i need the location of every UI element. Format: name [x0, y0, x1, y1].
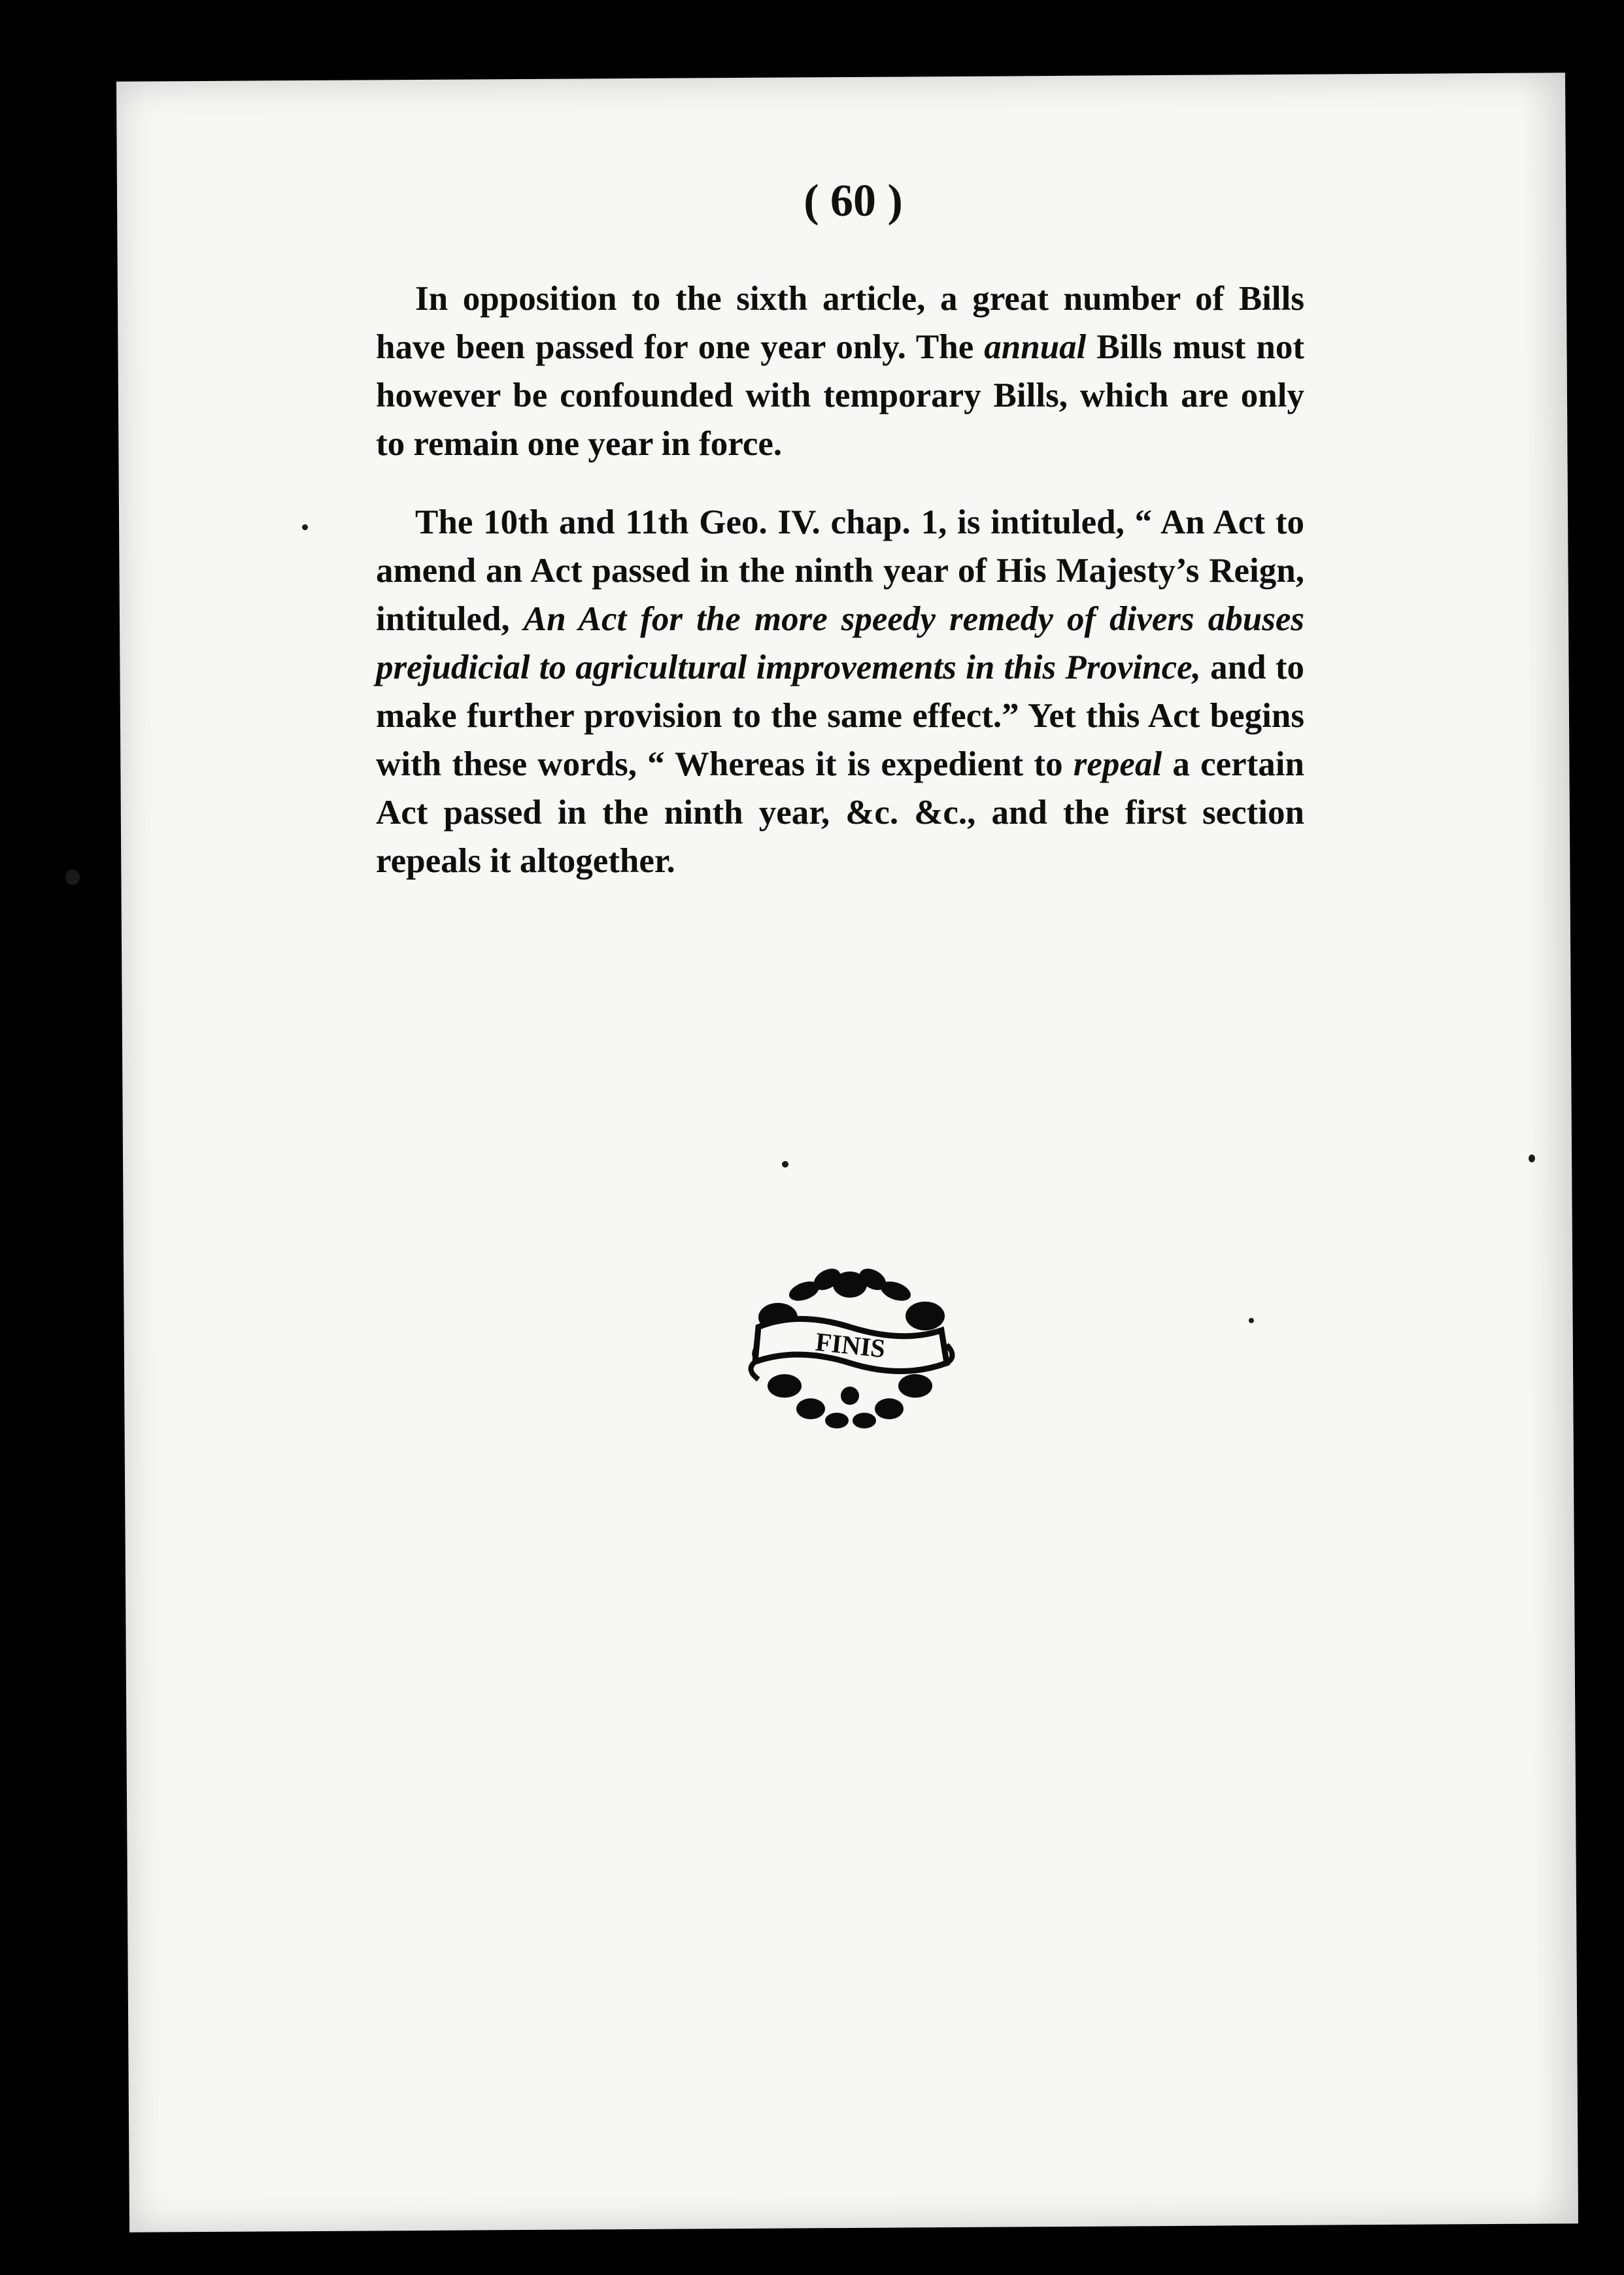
ink-speck: [1529, 1154, 1535, 1162]
finis-wreath-ornament-icon: [739, 1265, 961, 1428]
finis-label: FINIS: [814, 1326, 887, 1364]
text-segment: a certain Act passed in the ninth year, &c. &c., and the first section repeals it altogether.: [376, 745, 1304, 880]
page-edge-shading: [1519, 73, 1578, 2223]
text-segment: The 10th and 11th Geo. IV. chap. 1, is intituled, “ An Act to amend an Act passed in the ninth year of His Majesty’s Reign, intituled,: [376, 503, 1304, 638]
ink-speck: [65, 869, 80, 885]
body-paragraph: [376, 275, 1304, 468]
text-segment: In opposition to the sixth article, a great number of Bills have been passed for one year only. The: [376, 280, 1304, 366]
italic-text-segment: repeal: [1073, 745, 1162, 783]
text-segment: and to make further provision to the same effect.” Yet this Act begins with these words, “ Whereas it is expedient to: [376, 649, 1304, 783]
ink-speck: [1249, 1318, 1254, 1323]
italic-text-segment: An Act for the more speedy remedy of divers abuses prejudicial to agricultural improvements in this Province,: [376, 600, 1304, 686]
body-text: [376, 275, 1304, 885]
text-segment: Bills must not however be confounded with temporary Bills, which are only to remain one year in force.: [376, 328, 1305, 463]
italic-text-segment: annual: [984, 328, 1087, 366]
page-number: ( 60 ): [804, 176, 903, 226]
ink-speck: [782, 1161, 788, 1168]
body-paragraph: [376, 498, 1304, 885]
ink-speck: [302, 524, 308, 530]
